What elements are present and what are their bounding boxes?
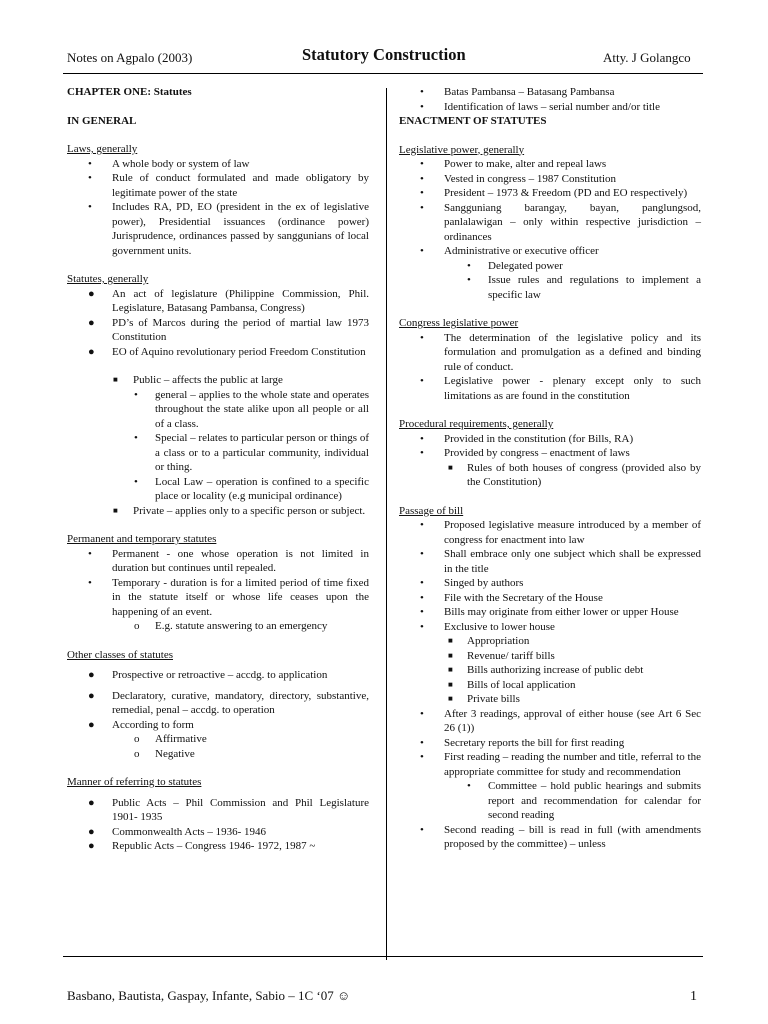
bullet-icon: ● bbox=[88, 669, 95, 681]
list-item: • After 3 readings, approval of either house (see Art 6 Sec 26 (1)) bbox=[420, 707, 701, 734]
laws-heading: Laws, generally bbox=[67, 143, 138, 155]
congress-heading: Congress legislative power bbox=[399, 317, 519, 329]
list-item: • First reading – reading the number and title, referral to the appropriate committee for study and recommendation bbox=[420, 751, 701, 778]
page-title: Statutory Construction bbox=[302, 45, 466, 64]
bullet-icon: ● bbox=[88, 287, 95, 300]
list-item: • Permanent - one whose operation is not limited in duration but continues until repealed. bbox=[88, 547, 369, 574]
bullet-icon: • bbox=[420, 736, 424, 749]
list-item: • Provided by congress – enactment of laws bbox=[420, 447, 630, 459]
list-item: • Exclusive to lower house bbox=[420, 620, 555, 633]
square-bullet-icon: ■ bbox=[448, 679, 453, 689]
list-item: • Temporary - duration is for a limited period of time fixed in the statute itself or whose life ceases upon the happening of an event. bbox=[88, 576, 369, 618]
bullet-icon: • bbox=[420, 751, 424, 763]
bullet-icon: • bbox=[420, 707, 424, 720]
list-item: ● An act of legislature (Philippine Commission, Phil. Legislature, Batasang Pambansa, Congress) bbox=[88, 287, 369, 314]
list-item: ● Republic Acts – Congress 1946- 1972, 1987 ~ bbox=[88, 840, 316, 852]
manner-heading: Manner of referring to statutes bbox=[67, 776, 202, 788]
list-item: ■ Appropriation bbox=[448, 635, 530, 647]
bullet-icon: ● bbox=[88, 796, 95, 809]
bullet-icon: ● bbox=[88, 718, 95, 731]
list-item: ■ Revenue/ tariff bills bbox=[448, 649, 555, 662]
list-item: • Legislative power - plenary except only to such limitations as are found in the constitution bbox=[420, 375, 701, 402]
list-item: • Issue rules and regulations to implement a specific law bbox=[467, 274, 701, 301]
square-bullet-icon: ■ bbox=[113, 505, 118, 515]
list-item: ● Declaratory, curative, mandatory, directory, substantive, remedial, penal – accdg. to operation bbox=[88, 689, 369, 716]
list-item: o Affirmative bbox=[134, 733, 207, 745]
bullet-icon: • bbox=[88, 576, 92, 589]
bullet-icon: • bbox=[420, 548, 424, 560]
list-item: ■ Bills authorizing increase of public debt bbox=[448, 664, 644, 676]
square-bullet-icon: ■ bbox=[448, 462, 453, 472]
list-item: • Special – relates to particular person or things of a class or to a particular community, individual or thing. bbox=[134, 432, 369, 473]
bullet-icon: • bbox=[420, 606, 424, 618]
list-item: • Delegated power bbox=[467, 259, 563, 272]
permanent-heading: Permanent and temporary statutes bbox=[67, 533, 217, 545]
bullet-icon: • bbox=[420, 86, 424, 98]
bullet-icon: ● bbox=[88, 840, 95, 852]
list-item: • Bills may originate from either lower or upper House bbox=[420, 606, 679, 618]
list-item: • Secretary reports the bill for first reading bbox=[420, 736, 625, 749]
bullet-icon: • bbox=[420, 519, 424, 531]
statutes-heading: Statutes, generally bbox=[67, 273, 149, 285]
other-classes-heading: Other classes of statutes bbox=[67, 648, 173, 661]
list-item: • Shall embrace only one subject which shall be expressed in the title bbox=[420, 548, 701, 575]
bullet-icon: • bbox=[420, 331, 424, 344]
list-item: • Rule of conduct formulated and made obligatory by legitimate power of the state bbox=[88, 172, 369, 199]
bullet-icon: • bbox=[134, 432, 138, 444]
bullet-icon: • bbox=[420, 591, 424, 604]
list-item: ● According to form bbox=[88, 718, 194, 731]
bullet-icon: • bbox=[420, 100, 424, 113]
list-item: • File with the Secretary of the House bbox=[420, 591, 603, 604]
list-item: • Vested in congress – 1987 Constitution bbox=[420, 172, 617, 185]
square-bullet-icon: ■ bbox=[113, 375, 118, 384]
list-item: • President – 1973 & Freedom (PD and EO respectively) bbox=[420, 187, 688, 199]
bullet-icon: • bbox=[420, 432, 424, 445]
square-bullet-icon: ■ bbox=[448, 694, 453, 703]
bullet-icon: • bbox=[134, 475, 138, 488]
bullet-icon: • bbox=[420, 823, 424, 836]
bullet-icon: • bbox=[420, 447, 424, 459]
list-item: ■ Private – applies only to a specific person or subject. bbox=[113, 504, 366, 517]
list-item: • general – applies to the whole state and operates throughout the state alike upon all people or all of a class. bbox=[134, 388, 369, 430]
list-item: • Administrative or executive officer bbox=[420, 245, 599, 257]
bullet-icon: • bbox=[88, 547, 92, 560]
legislative-heading: Legislative power, generally bbox=[399, 143, 525, 156]
column-divider bbox=[386, 88, 387, 960]
passage-heading: Passage of bill bbox=[399, 504, 464, 517]
bullet-icon: • bbox=[467, 274, 471, 286]
square-bullet-icon: ■ bbox=[448, 650, 453, 660]
bullet-icon: • bbox=[88, 201, 92, 213]
list-item: • Local Law – operation is confined to a specific place or locality (e.g municipal ordinance) bbox=[134, 475, 369, 502]
page-number: 1 bbox=[690, 989, 697, 1004]
bullet-icon: • bbox=[420, 245, 424, 257]
bullet-icon: • bbox=[420, 158, 424, 170]
list-item: • Committee – hold public hearings and submits report and recommendation for calendar for second reading bbox=[467, 780, 701, 821]
square-bullet-icon: ■ bbox=[448, 665, 453, 674]
procedural-heading: Procedural requirements, generally bbox=[399, 418, 554, 430]
bullet-icon: ● bbox=[88, 689, 95, 702]
footer-authors: Basbano, Bautista, Gaspay, Infante, Sabio – 1C ‘07 ☺ bbox=[67, 988, 351, 1003]
list-item: ■ Bills of local application bbox=[448, 678, 576, 691]
bullet-icon: • bbox=[467, 780, 471, 792]
list-item: • Sangguniang barangay, bayan, panglungsod, panlalawigan – only within respective jurisdiction – ordinances bbox=[420, 201, 701, 243]
list-item: ● Public Acts – Phil Commission and Phil Legislature 1901- 1935 bbox=[88, 796, 369, 823]
section-heading: IN GENERAL bbox=[67, 114, 137, 127]
list-item: ■ Rules of both houses of congress (provided also by the Constitution) bbox=[448, 461, 701, 488]
list-item: ● PD’s of Marcos during the period of martial law 1973 Constitution bbox=[88, 316, 369, 343]
list-item: • Provided in the constitution (for Bills, RA) bbox=[420, 432, 634, 445]
header-left: Notes on Agpalo (2003) bbox=[67, 50, 193, 65]
bullet-icon: • bbox=[420, 620, 424, 633]
footer-rule bbox=[63, 956, 703, 957]
list-item: ● Prospective or retroactive – accdg. to application bbox=[88, 669, 328, 681]
list-item: • Identification of laws – serial number and/or title bbox=[420, 100, 660, 113]
list-item: o E.g. statute answering to an emergency bbox=[134, 620, 328, 632]
bullet-icon: • bbox=[420, 375, 424, 387]
bullet-icon: ● bbox=[88, 825, 95, 838]
bullet-icon: • bbox=[88, 157, 92, 170]
circle-bullet-icon: o bbox=[134, 620, 140, 632]
list-item: • Singed by authors bbox=[420, 577, 524, 589]
bullet-icon: ● bbox=[88, 316, 95, 329]
left-column bbox=[67, 85, 369, 854]
list-item: ● Commonwealth Acts – 1936- 1946 bbox=[88, 825, 266, 838]
bullet-icon: • bbox=[420, 577, 424, 589]
list-item: • Batas Pambansa – Batasang Pambansa bbox=[420, 86, 615, 98]
bullet-icon: • bbox=[467, 259, 471, 272]
section-heading: ENACTMENT OF STATUTES bbox=[399, 115, 547, 127]
right-column bbox=[399, 85, 701, 852]
chapter-heading: CHAPTER ONE: Statutes bbox=[67, 86, 192, 98]
bullet-icon: ● bbox=[88, 345, 95, 358]
list-item: • Second reading – bill is read in full (with amendments proposed by the committee) – unless bbox=[420, 823, 701, 850]
list-item: • Power to make, alter and repeal laws bbox=[420, 158, 607, 170]
bullet-icon: • bbox=[420, 187, 424, 199]
circle-bullet-icon: o bbox=[134, 747, 140, 760]
header-right: Atty. J Golangco bbox=[603, 50, 691, 65]
list-item: ■ Private bills bbox=[448, 693, 520, 705]
bullet-icon: • bbox=[134, 388, 138, 401]
header-rule bbox=[63, 73, 703, 74]
list-item: ■ Public – affects the public at large bbox=[113, 374, 283, 386]
square-bullet-icon: ■ bbox=[448, 636, 453, 645]
list-item: • A whole body or system of law bbox=[88, 157, 250, 170]
bullet-icon: • bbox=[420, 201, 424, 214]
bullet-icon: • bbox=[420, 172, 424, 185]
list-item: • Includes RA, PD, EO (president in the ex of legislative power), Presidential issuances (ordinance power) Jurisprudence, ordinances passed by sanggunians of local government units. bbox=[88, 201, 369, 257]
circle-bullet-icon: o bbox=[134, 733, 140, 745]
bullet-icon: • bbox=[88, 172, 92, 184]
list-item: • The determination of the legislative policy and its formulation and promulgation as a defined and binding rule of conduct. bbox=[420, 331, 701, 373]
list-item: • Proposed legislative measure introduced by a member of congress for enactment into law bbox=[420, 519, 701, 546]
list-item: ● EO of Aquino revolutionary period Freedom Constitution bbox=[88, 345, 366, 358]
list-item: o Negative bbox=[134, 747, 195, 760]
